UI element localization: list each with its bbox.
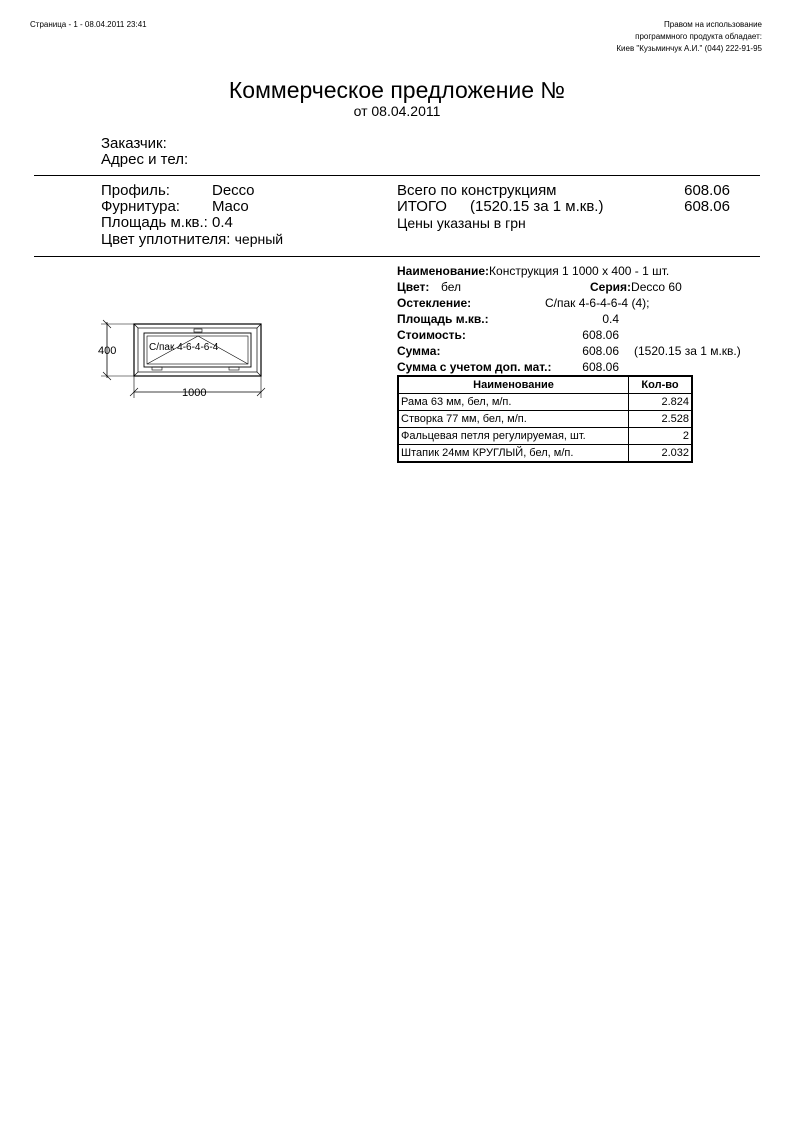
- table-row: [398, 394, 692, 411]
- material-qty: 2.032: [629, 445, 693, 463]
- seal-value: черный: [234, 231, 284, 247]
- cost-label: Стоимость:: [397, 328, 466, 342]
- sum-label: Сумма:: [397, 344, 441, 358]
- glazing-value: С/пак 4-6-4-6-4 (4);: [545, 296, 650, 310]
- construction-name-row: [397, 264, 669, 279]
- material-qty: 2: [629, 428, 693, 445]
- glass-label: С/пак 4-6-4-6-4: [149, 342, 219, 353]
- construction-name-label: Наименование:: [397, 264, 490, 278]
- profile-value: Decco: [212, 182, 255, 199]
- document-title: Коммерческое предложение №: [228, 77, 566, 103]
- material-name: Фальцевая петля регулируемая, шт.: [398, 428, 629, 445]
- total-constructions-value: 608.06: [684, 182, 730, 199]
- glazing-label: Остекление:: [397, 296, 472, 310]
- rights-line-3: Киев "Кузьминчук А.И." (044) 222-91-95: [616, 44, 762, 53]
- total-label: ИТОГО: [397, 198, 447, 215]
- material-name: Рама 63 мм, бел, м/п.: [398, 394, 629, 411]
- fittings-value: Maco: [212, 198, 249, 215]
- series-value: Decco 60: [631, 280, 682, 294]
- series-label: Серия:: [590, 280, 632, 294]
- table-row: [398, 445, 692, 463]
- fittings-label: Фурнитура:: [101, 198, 180, 215]
- area-summary-row: [101, 215, 233, 231]
- width-dimension-label: 1000: [182, 387, 207, 399]
- sum-value: 608.06: [582, 344, 619, 358]
- profile-label: Профиль:: [101, 182, 170, 199]
- table-row: [398, 411, 692, 428]
- rights-line-1: Правом на использование: [664, 20, 762, 29]
- page-info: Страница - 1 - 08.04.2011 23:41: [30, 20, 147, 29]
- total-constructions-label: Всего по конструкциям: [397, 182, 557, 199]
- document-date: от 08.04.2011: [353, 103, 441, 119]
- series-row: [590, 280, 682, 295]
- material-name: Створка 77 мм, бел, м/п.: [398, 411, 629, 428]
- construction-area-label: Площадь м.кв.:: [397, 312, 489, 326]
- sum-per-m2: (1520.15 за 1 м.кв.): [634, 344, 741, 358]
- materials-header-row: [398, 376, 692, 394]
- seal-row: [101, 231, 283, 248]
- area-label: Площадь м.кв.:: [101, 214, 208, 231]
- address-label: Адрес и тел:: [101, 151, 189, 168]
- materials-col-qty: Кол-во: [629, 376, 693, 394]
- rights-line-2: программного продукта обладает:: [635, 32, 762, 41]
- construction-name-value: Конструкция 1 1000 х 400 - 1 шт.: [489, 264, 670, 278]
- materials-table: [397, 375, 693, 463]
- total-per-m2: (1520.15 за 1 м.кв.): [470, 198, 604, 215]
- height-dimension-label: 400: [98, 345, 117, 357]
- material-qty: 2.528: [629, 411, 693, 428]
- material-name: Штапик 24мм КРУГЛЫЙ, бел, м/п.: [398, 445, 629, 463]
- materials-col-name: Наименование: [398, 376, 629, 394]
- color-value: бел: [441, 280, 462, 294]
- cost-value: 608.06: [582, 328, 619, 342]
- area-value: 0.4: [211, 214, 233, 231]
- customer-label: Заказчик:: [101, 135, 167, 152]
- table-row: [398, 428, 692, 445]
- currency-note: Цены указаны в грн: [397, 215, 526, 231]
- total-value: 608.06: [684, 198, 730, 215]
- seal-label: Цвет уплотнителя:: [101, 231, 231, 248]
- divider-top: [34, 175, 760, 176]
- sum-extra-label: Сумма с учетом доп. мат.:: [397, 360, 552, 374]
- window-drawing: [90, 312, 275, 407]
- construction-area-value: 0.4: [602, 312, 619, 326]
- color-label: Цвет:: [397, 280, 430, 294]
- sum-extra-value: 608.06: [582, 360, 619, 374]
- material-qty: 2.824: [629, 394, 693, 411]
- divider-bottom: [34, 256, 760, 257]
